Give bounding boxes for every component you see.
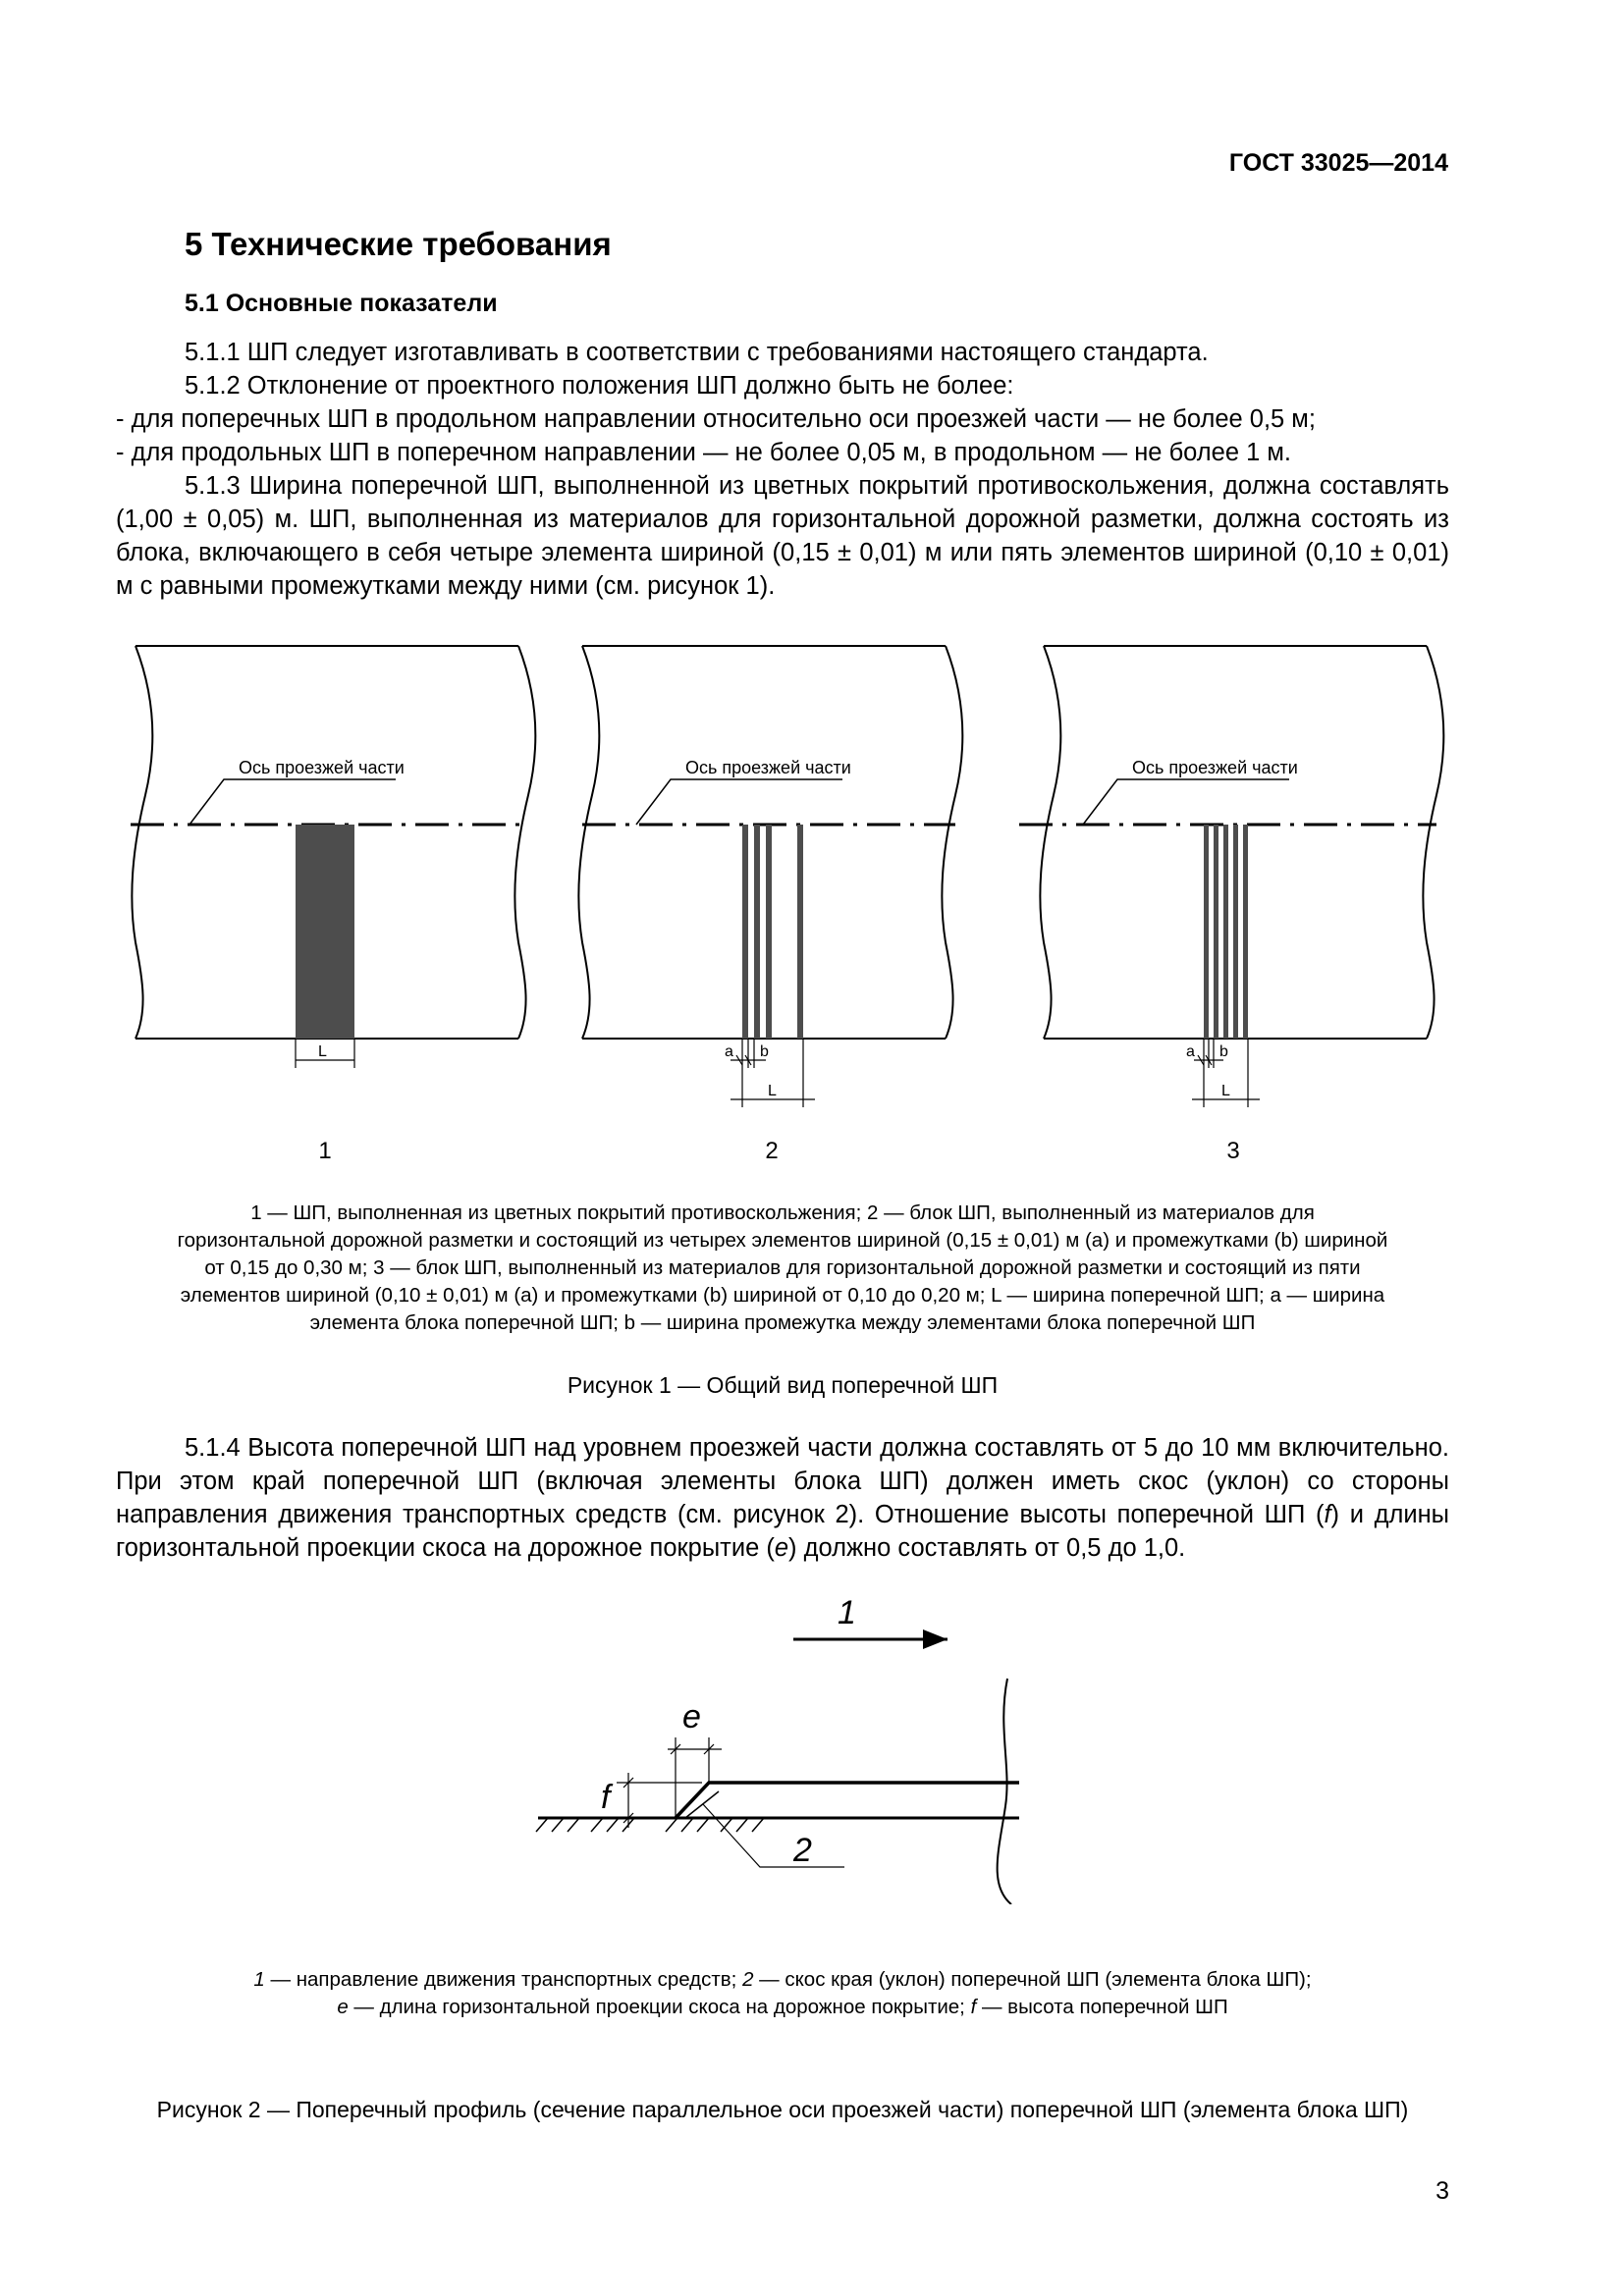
symbol-e: e: [774, 1534, 789, 1562]
figure-1-legend-line: элементов шириной (0,10 ± 0,01) м (a) и промежутками (b) шириной от 0,10 до 0,20 м; L — ширина поперечной ШП; a — ширина: [180, 1284, 1385, 1307]
stripe-block-4-elements: [742, 825, 803, 1039]
paragraph-5-1-4: 5.1.4 Высота поперечной ШП над уровнем проезжей части должна составлять от 5 до 10 мм включительно. При этом край поперечной ШП (включая элементы блока ШП) должен иметь скос (уклон) со стороны направления движения транспортных средств (см. рисунок 2). Отношение высоты поперечной ШП (f) и длины горизонтальной проекции скоса на дорожное покрытие (e) должно составлять от 0,5 до 1,0.: [116, 1434, 1449, 1562]
figure-2-legend-line: 1 — направление движения транспортных средств; 2 — скос края (уклон) поперечной ШП (элемента блока ШП);: [253, 1968, 1312, 1991]
transverse-strip-profile: [676, 1783, 1019, 1818]
figure-1-legend-line: элемента блока поперечной ШП; b — ширина промежутка между элементами блока поперечной ШП: [309, 1311, 1256, 1334]
figure-1-legend-line: 1 — ШП, выполненная из цветных покрытий противоскольжения; 2 — блок ШП, выполненный из материалов для: [250, 1201, 1315, 1224]
paragraph-5-1-2-item-b: - для продольных ШП в поперечном направлении — не более 0,05 м, в продольном — не более 1 м.: [116, 439, 1292, 466]
figure-1-drawing: [116, 628, 1449, 1178]
label-f: f: [601, 1779, 611, 1816]
text-block-5-1-4: [116, 1431, 1449, 1565]
figure-1-title: Рисунок 1 — Общий вид поперечной ШП: [567, 1372, 999, 1398]
dimension-b-panel-2: b: [760, 1043, 769, 1060]
ground-hatching: [536, 1818, 764, 1832]
paragraph-5-1-2: 5.1.2 Отклонение от проектного положения ШП должно быть не более:: [185, 372, 1014, 400]
travel-direction-arrow: [793, 1629, 947, 1649]
figure-1-legend-line: от 0,15 до 0,30 м; 3 — блок ШП, выполненный из материалов для горизонтальной дорожной разметки и состоящий из пяти: [204, 1256, 1361, 1279]
dimension-L-panel-3: L: [1221, 1083, 1230, 1099]
figure-1-legend: [116, 1200, 1449, 1337]
figure-2-legend: [116, 1966, 1449, 2021]
panel-number-3: 3: [1226, 1138, 1240, 1164]
axis-label-panel-3: Ось проезжей части: [1132, 758, 1298, 777]
figure-2-title: Рисунок 2 — Поперечный профиль (сечение параллельное оси проезжей части) поперечной ШП (элемента блока ШП): [156, 2097, 1409, 2122]
panel-number-1: 1: [318, 1138, 332, 1164]
stripe-block-5-elements: [1204, 825, 1248, 1039]
label-2: 2: [793, 1832, 812, 1869]
dimension-a-panel-2: a: [725, 1043, 733, 1060]
page-number: 3: [1435, 2177, 1449, 2205]
dimension-b-panel-3: b: [1219, 1043, 1228, 1060]
label-e: e: [682, 1698, 701, 1735]
panel-number-2: 2: [765, 1138, 779, 1164]
text-block-5-1: [116, 336, 1449, 603]
paragraph-5-1-2-item-a: - для поперечных ШП в продольном направлении относительно оси проезжей части — не более 0,5 м;: [116, 405, 1316, 433]
break-line: [998, 1679, 1011, 1904]
paragraph-5-1-1: 5.1.1 ШП следует изготавливать в соответствии с требованиями настоящего стандарта.: [185, 339, 1209, 366]
dimension-L-panel-2: L: [768, 1083, 777, 1099]
axis-label-panel-1: Ось проезжей части: [239, 758, 405, 777]
axis-label-panel-2: Ось проезжей части: [685, 758, 851, 777]
dimension-a-panel-3: a: [1186, 1043, 1195, 1060]
label-1: 1: [838, 1594, 856, 1631]
section-title: 5 Технические требования: [185, 226, 612, 262]
paragraph-5-1-3: 5.1.3 Ширина поперечной ШП, выполненной из цветных покрытий противоскольжения, должна составлять (1,00 ± 0,05) м. ШП, выполненная из материалов для горизонтальной дорожной разметки, должна состоять из блока, включающего в себя четыре элемента шириной (0,15 ± 0,01) м или пять элементов шириной (0,10 ± 0,01) м с равными промежутками между ними (см. рисунок 1).: [116, 472, 1449, 600]
dimension-L-panel-1: L: [318, 1043, 327, 1060]
road-section-panel-3: [1040, 646, 1443, 1039]
subsection-title: 5.1 Основные показатели: [185, 290, 498, 317]
figure-2-drawing: [520, 1590, 1070, 1904]
figure-1-legend-line: горизонтальной дорожной разметки и состоящий из четырех элементов шириной (0,15 ± 0,01) м (a) и промежутками (b) шириной: [177, 1229, 1388, 1252]
anti-skid-band: [296, 825, 354, 1039]
symbol-f: f: [1324, 1501, 1331, 1528]
figure-2-legend-line: e — длина горизонтальной проекции скоса на дорожное покрытие; f — высота поперечной ШП: [337, 1996, 1228, 2018]
standard-number: ГОСТ 33025—2014: [1228, 149, 1448, 177]
